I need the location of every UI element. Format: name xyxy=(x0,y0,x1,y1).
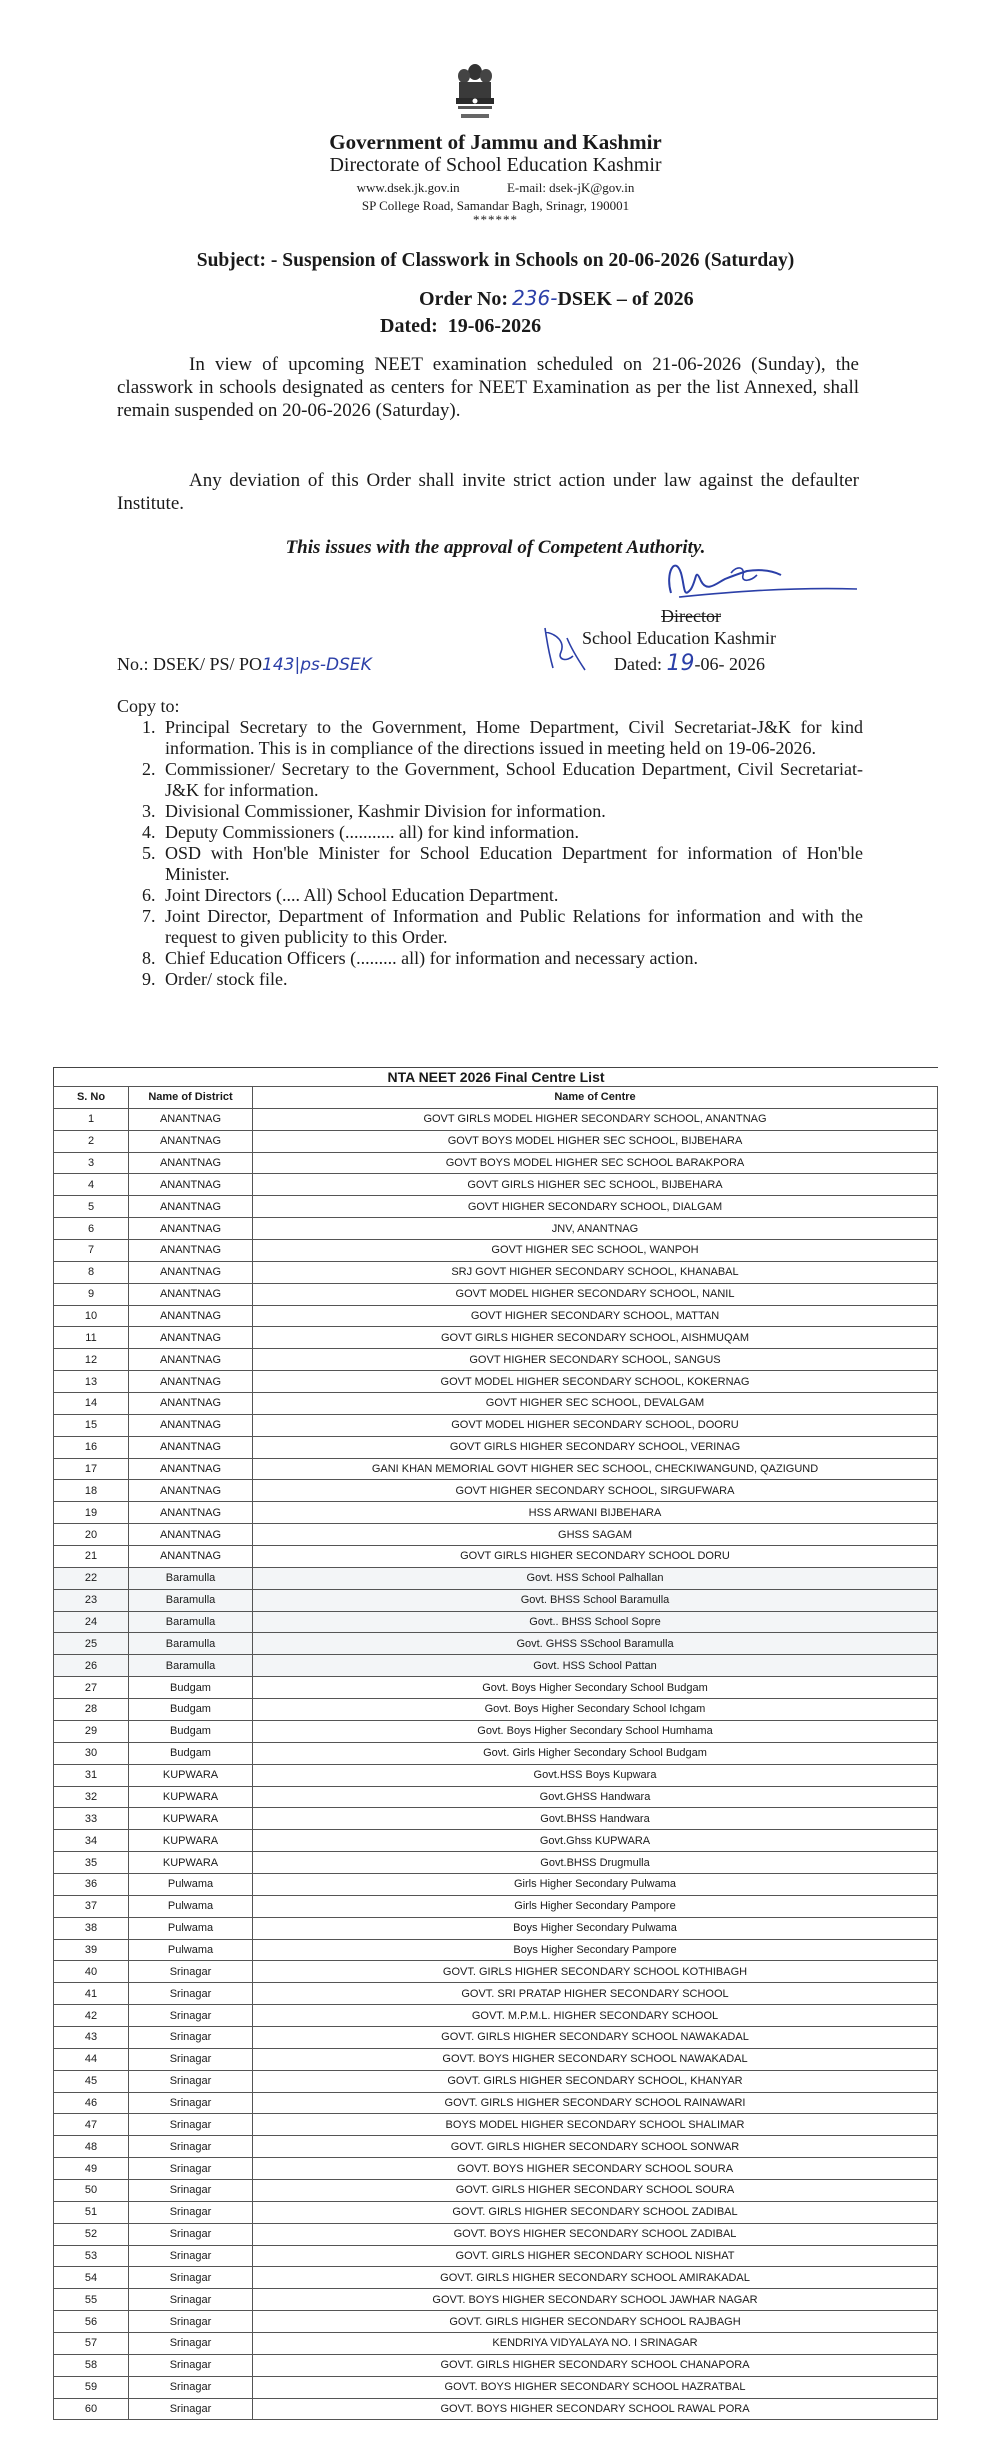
cell-district: ANANTNAG xyxy=(129,1196,253,1218)
cell-district: ANANTNAG xyxy=(129,1546,253,1568)
cell-district: ANANTNAG xyxy=(129,1130,253,1152)
header-district: Name of District xyxy=(129,1087,253,1109)
cell-centre: GHSS SAGAM xyxy=(253,1524,938,1546)
cell-sno: 57 xyxy=(54,2332,129,2354)
table-row xyxy=(54,1349,938,1371)
cell-sno: 59 xyxy=(54,2376,129,2398)
cell-centre: GOVT. BOYS HIGHER SECONDARY SCHOOL ZADIBAL xyxy=(253,2223,938,2245)
cell-centre: Govt. HSS School Pattan xyxy=(253,1655,938,1677)
table-row xyxy=(54,2398,938,2420)
cell-centre: GOVT HIGHER SEC SCHOOL, DEVALGAM xyxy=(253,1393,938,1415)
cell-district: Srinagar xyxy=(129,2070,253,2092)
cell-sno: 29 xyxy=(54,1720,129,1742)
cell-centre: GOVT. GIRLS HIGHER SECONDARY SCHOOL RAJBAGH xyxy=(253,2311,938,2333)
cell-district: ANANTNAG xyxy=(129,1283,253,1305)
cell-sno: 30 xyxy=(54,1742,129,1764)
cell-sno: 18 xyxy=(54,1480,129,1502)
body-paragraph-1: In view of upcoming NEET examination scheduled on 21-06-2026 (Sunday), the classwork in schools designated as centers for NEET Examination as per the list Annexed, shall remain suspended on 20-06-2026 (Saturday). xyxy=(117,354,859,421)
cell-centre: BOYS MODEL HIGHER SECONDARY SCHOOL SHALIMAR xyxy=(253,2114,938,2136)
cell-sno: 4 xyxy=(54,1174,129,1196)
cell-centre: GOVT GIRLS HIGHER SECONDARY SCHOOL, AISHMUQAM xyxy=(253,1327,938,1349)
table-row xyxy=(54,1218,938,1240)
cell-centre: GOVT. BOYS HIGHER SECONDARY SCHOOL SOURA xyxy=(253,2158,938,2180)
table-row xyxy=(54,1939,938,1961)
director-office: School Education Kashmir xyxy=(582,628,776,648)
table-row xyxy=(54,1961,938,1983)
copy-item: 1. Principal Secretary to the Government, Home Department, Civil Secretariat-J&K for kind information. This is in compliance of the directions issued in meeting held on 19-06-2026. xyxy=(142,717,863,758)
cell-sno: 31 xyxy=(54,1764,129,1786)
cell-district: Baramulla xyxy=(129,1633,253,1655)
cell-sno: 45 xyxy=(54,2070,129,2092)
table-title: NTA NEET 2026 Final Centre List xyxy=(53,1067,938,1087)
copy-item: 8. Chief Education Officers (......... all) for information and necessary action. xyxy=(142,948,698,968)
order-prefix: Order No: xyxy=(419,288,509,310)
cell-district: Srinagar xyxy=(129,2201,253,2223)
signatory-date xyxy=(614,651,765,676)
table-row xyxy=(54,1327,938,1349)
initials-icon xyxy=(537,618,592,678)
cell-centre: GOVT. M.P.M.L. HIGHER SECONDARY SCHOOL xyxy=(253,2005,938,2027)
copy-item: 7. Joint Director, Department of Information and Public Relations for information and with the request to given publicity to this Order. xyxy=(142,906,863,947)
reference-number xyxy=(117,654,372,675)
website-text: www.dsek.jk.gov.in xyxy=(356,180,460,195)
cell-district: Srinagar xyxy=(129,2136,253,2158)
cell-sno: 54 xyxy=(54,2267,129,2289)
cell-centre: Govt.HSS Boys Kupwara xyxy=(253,1764,938,1786)
cell-sno: 36 xyxy=(54,1873,129,1895)
cell-district: Srinagar xyxy=(129,2223,253,2245)
cell-sno: 12 xyxy=(54,1349,129,1371)
cell-sno: 33 xyxy=(54,1808,129,1830)
table-row xyxy=(54,2026,938,2048)
reference-prefix: No.: DSEK/ PS/ PO xyxy=(117,654,263,674)
table-row xyxy=(54,1873,938,1895)
cell-sno: 46 xyxy=(54,2092,129,2114)
copy-item: 3. Divisional Commissioner, Kashmir Division for information. xyxy=(142,801,606,821)
cell-district: Srinagar xyxy=(129,2289,253,2311)
cell-district: ANANTNAG xyxy=(129,1305,253,1327)
cell-centre: GOVT. GIRLS HIGHER SECONDARY SCHOOL CHANAPORA xyxy=(253,2354,938,2376)
cell-sno: 26 xyxy=(54,1655,129,1677)
table-row xyxy=(54,1611,938,1633)
table-row xyxy=(54,1895,938,1917)
cell-district: ANANTNAG xyxy=(129,1414,253,1436)
table-row xyxy=(54,1764,938,1786)
cell-sno: 14 xyxy=(54,1393,129,1415)
cell-district: Baramulla xyxy=(129,1655,253,1677)
cell-district: Budgam xyxy=(129,1699,253,1721)
cell-centre: GOVT MODEL HIGHER SECONDARY SCHOOL, DOORU xyxy=(253,1414,938,1436)
cell-centre: GOVT. BOYS HIGHER SECONDARY SCHOOL NAWAKADAL xyxy=(253,2048,938,2070)
cell-sno: 49 xyxy=(54,2158,129,2180)
body-paragraph-2: Any deviation of this Order shall invite strict action under law against the defaulter Institute. xyxy=(117,470,859,514)
table-row xyxy=(54,1852,938,1874)
table-row xyxy=(54,1524,938,1546)
cell-district: Srinagar xyxy=(129,2005,253,2027)
table-row xyxy=(54,1305,938,1327)
cell-sno: 58 xyxy=(54,2354,129,2376)
table-row xyxy=(54,1655,938,1677)
table-row xyxy=(54,1240,938,1262)
cell-centre: KENDRIYA VIDYALAYA NO. I SRINAGAR xyxy=(253,2332,938,2354)
cell-district: Baramulla xyxy=(129,1611,253,1633)
directorate-name: Directorate of School Education Kashmir xyxy=(329,154,662,176)
email-text: E-mail: dsek-jK@gov.in xyxy=(506,180,635,195)
cell-centre: Govt. BHSS School Baramulla xyxy=(253,1589,938,1611)
cell-sno: 2 xyxy=(54,1130,129,1152)
cell-sno: 51 xyxy=(54,2201,129,2223)
copy-to-label: Copy to: xyxy=(117,696,180,716)
cell-district: Srinagar xyxy=(129,2026,253,2048)
subject-line: Subject: - Suspension of Classwork in Schools on 20-06-2026 (Saturday) xyxy=(196,250,795,271)
table-row xyxy=(54,1786,938,1808)
cell-centre: Govt. HSS School Palhallan xyxy=(253,1567,938,1589)
table-row xyxy=(54,1458,938,1480)
cell-centre: Govt. Boys Higher Secondary School Humhama xyxy=(253,1720,938,1742)
cell-district: Srinagar xyxy=(129,2267,253,2289)
cell-centre: GOVT GIRLS MODEL HIGHER SECONDARY SCHOOL, ANANTNAG xyxy=(253,1108,938,1130)
cell-district: ANANTNAG xyxy=(129,1458,253,1480)
cell-sno: 37 xyxy=(54,1895,129,1917)
cell-district: ANANTNAG xyxy=(129,1108,253,1130)
cell-sno: 20 xyxy=(54,1524,129,1546)
table-row xyxy=(54,1371,938,1393)
cell-sno: 44 xyxy=(54,2048,129,2070)
table-row xyxy=(54,1742,938,1764)
cell-sno: 13 xyxy=(54,1371,129,1393)
cell-district: ANANTNAG xyxy=(129,1261,253,1283)
cell-sno: 55 xyxy=(54,2289,129,2311)
order-suffix: DSEK – of 2026 xyxy=(557,288,694,310)
table-row xyxy=(54,1130,938,1152)
cell-district: ANANTNAG xyxy=(129,1240,253,1262)
cell-centre: Govt.BHSS Drugmulla xyxy=(253,1852,938,1874)
table-row xyxy=(54,2005,938,2027)
table-row xyxy=(54,1699,938,1721)
table-row xyxy=(54,2070,938,2092)
cell-sno: 16 xyxy=(54,1436,129,1458)
cell-sno: 22 xyxy=(54,1567,129,1589)
cell-centre: Govt. Girls Higher Secondary School Budgam xyxy=(253,1742,938,1764)
cell-centre: GOVT. GIRLS HIGHER SECONDARY SCHOOL AMIRAKADAL xyxy=(253,2267,938,2289)
cell-sno: 60 xyxy=(54,2398,129,2420)
cell-district: ANANTNAG xyxy=(129,1524,253,1546)
cell-centre: SRJ GOVT HIGHER SECONDARY SCHOOL, KHANABAL xyxy=(253,1261,938,1283)
order-number-handwritten: 236- xyxy=(512,286,558,310)
cell-sno: 17 xyxy=(54,1458,129,1480)
cell-centre: GOVT MODEL HIGHER SECONDARY SCHOOL, NANIL xyxy=(253,1283,938,1305)
table-header-row xyxy=(54,1087,938,1109)
cell-sno: 34 xyxy=(54,1830,129,1852)
cell-sno: 47 xyxy=(54,2114,129,2136)
cell-sno: 15 xyxy=(54,1414,129,1436)
cell-district: KUPWARA xyxy=(129,1830,253,1852)
cell-district: ANANTNAG xyxy=(129,1393,253,1415)
table-row xyxy=(54,2245,938,2267)
table-row xyxy=(54,2136,938,2158)
table-row xyxy=(54,1546,938,1568)
cell-centre: Girls Higher Secondary Pulwama xyxy=(253,1873,938,1895)
table-row xyxy=(54,2048,938,2070)
cell-sno: 56 xyxy=(54,2311,129,2333)
cell-district: Srinagar xyxy=(129,2048,253,2070)
cell-district: Budgam xyxy=(129,1677,253,1699)
cell-district: KUPWARA xyxy=(129,1852,253,1874)
cell-district: Srinagar xyxy=(129,2158,253,2180)
table-row xyxy=(54,2332,938,2354)
cell-sno: 8 xyxy=(54,1261,129,1283)
cell-district: Pulwama xyxy=(129,1873,253,1895)
copy-item: 5. OSD with Hon'ble Minister for School Education Department for information of Hon'ble Minister. xyxy=(142,843,863,884)
table-row xyxy=(54,2354,938,2376)
table-row xyxy=(54,1633,938,1655)
order-number xyxy=(419,286,694,311)
cell-centre: Govt.GHSS Handwara xyxy=(253,1786,938,1808)
copy-item: 4. Deputy Commissioners (........... all) for kind information. xyxy=(142,822,579,842)
order-date xyxy=(380,315,541,338)
cell-sno: 9 xyxy=(54,1283,129,1305)
cell-centre: Govt.BHSS Handwara xyxy=(253,1808,938,1830)
cell-sno: 32 xyxy=(54,1786,129,1808)
cell-centre: Boys Higher Secondary Pulwama xyxy=(253,1917,938,1939)
table-row xyxy=(54,1808,938,1830)
table-row xyxy=(54,2114,938,2136)
cell-sno: 43 xyxy=(54,2026,129,2048)
cell-district: ANANTNAG xyxy=(129,1218,253,1240)
cell-sno: 35 xyxy=(54,1852,129,1874)
table-row xyxy=(54,2289,938,2311)
table-row xyxy=(54,1720,938,1742)
cell-district: Pulwama xyxy=(129,1939,253,1961)
separator-stars: ****** xyxy=(473,212,518,227)
cell-district: ANANTNAG xyxy=(129,1327,253,1349)
cell-centre: GOVT. GIRLS HIGHER SECONDARY SCHOOL SOURA xyxy=(253,2179,938,2201)
cell-district: Srinagar xyxy=(129,2092,253,2114)
cell-centre: GOVT. GIRLS HIGHER SECONDARY SCHOOL NISHAT xyxy=(253,2245,938,2267)
cell-centre: GOVT. GIRLS HIGHER SECONDARY SCHOOL, KHANYAR xyxy=(253,2070,938,2092)
table-row xyxy=(54,1567,938,1589)
table-row xyxy=(54,2267,938,2289)
cell-centre: GOVT HIGHER SEC SCHOOL, WANPOH xyxy=(253,1240,938,1262)
header-centre: Name of Centre xyxy=(253,1087,938,1109)
cell-sno: 28 xyxy=(54,1699,129,1721)
cell-district: Budgam xyxy=(129,1742,253,1764)
cell-district: Srinagar xyxy=(129,2311,253,2333)
cell-centre: Govt.. BHSS School Sopre xyxy=(253,1611,938,1633)
cell-sno: 6 xyxy=(54,1218,129,1240)
table-row xyxy=(54,1283,938,1305)
cell-sno: 40 xyxy=(54,1961,129,1983)
table-row xyxy=(54,1108,938,1130)
cell-district: ANANTNAG xyxy=(129,1436,253,1458)
cell-district: Pulwama xyxy=(129,1917,253,1939)
cell-district: Srinagar xyxy=(129,2398,253,2420)
cell-sno: 19 xyxy=(54,1502,129,1524)
table-row xyxy=(54,2311,938,2333)
cell-sno: 24 xyxy=(54,1611,129,1633)
cell-sno: 38 xyxy=(54,1917,129,1939)
cell-sno: 48 xyxy=(54,2136,129,2158)
copy-item: 6. Joint Directors (.... All) School Education Department. xyxy=(142,885,559,905)
copy-item: 2. Commissioner/ Secretary to the Government, School Education Department, Civil Secretariat-J&K for information. xyxy=(142,759,863,800)
cell-district: Srinagar xyxy=(129,2245,253,2267)
cell-district: Srinagar xyxy=(129,1983,253,2005)
order-date-value: 19-06-2026 xyxy=(447,315,542,337)
cell-sno: 3 xyxy=(54,1152,129,1174)
state-emblem-icon xyxy=(450,62,500,126)
table-row xyxy=(54,2179,938,2201)
signatory-date-rest: -06- 2026 xyxy=(694,654,765,674)
table-row xyxy=(54,2376,938,2398)
cell-sno: 7 xyxy=(54,1240,129,1262)
cell-centre: HSS ARWANI BIJBEHARA xyxy=(253,1502,938,1524)
cell-district: Baramulla xyxy=(129,1589,253,1611)
signatory-date-day: 19 xyxy=(666,651,695,676)
cell-centre: GOVT GIRLS HIGHER SECONDARY SCHOOL DORU xyxy=(253,1546,938,1568)
copy-item: 9. Order/ stock file. xyxy=(142,969,288,989)
table-row xyxy=(54,2223,938,2245)
cell-centre: GANI KHAN MEMORIAL GOVT HIGHER SEC SCHOOL, CHECKIWANGUND, QAZIGUND xyxy=(253,1458,938,1480)
cell-sno: 21 xyxy=(54,1546,129,1568)
order-date-label: Dated: xyxy=(380,315,438,337)
office-address: SP College Road, Samandar Bagh, Srinagr, 190001 xyxy=(361,198,630,213)
cell-district: Srinagar xyxy=(129,2114,253,2136)
cell-centre: GOVT. GIRLS HIGHER SECONDARY SCHOOL SONWAR xyxy=(253,2136,938,2158)
table-row xyxy=(54,2092,938,2114)
cell-centre: GOVT GIRLS HIGHER SEC SCHOOL, BIJBEHARA xyxy=(253,1174,938,1196)
cell-sno: 27 xyxy=(54,1677,129,1699)
cell-sno: 11 xyxy=(54,1327,129,1349)
cell-district: ANANTNAG xyxy=(129,1502,253,1524)
cell-sno: 53 xyxy=(54,2245,129,2267)
cell-centre: GOVT BOYS MODEL HIGHER SEC SCHOOL, BIJBEHARA xyxy=(253,1130,938,1152)
cell-sno: 50 xyxy=(54,2179,129,2201)
cell-centre: GOVT. SRI PRATAP HIGHER SECONDARY SCHOOL xyxy=(253,1983,938,2005)
cell-district: KUPWARA xyxy=(129,1808,253,1830)
cell-sno: 39 xyxy=(54,1939,129,1961)
table-row xyxy=(54,2158,938,2180)
cell-district: KUPWARA xyxy=(129,1786,253,1808)
table-row xyxy=(54,1196,938,1218)
cell-sno: 41 xyxy=(54,1983,129,2005)
table-row xyxy=(54,1589,938,1611)
cell-sno: 52 xyxy=(54,2223,129,2245)
cell-centre: GOVT BOYS MODEL HIGHER SEC SCHOOL BARAKPORA xyxy=(253,1152,938,1174)
cell-centre: Boys Higher Secondary Pampore xyxy=(253,1939,938,1961)
cell-centre: Govt. GHSS SSchool Baramulla xyxy=(253,1633,938,1655)
table-row xyxy=(54,1261,938,1283)
cell-district: Srinagar xyxy=(129,2354,253,2376)
cell-centre: GOVT HIGHER SECONDARY SCHOOL, DIALGAM xyxy=(253,1196,938,1218)
cell-district: ANANTNAG xyxy=(129,1349,253,1371)
cell-district: ANANTNAG xyxy=(129,1152,253,1174)
cell-sno: 1 xyxy=(54,1108,129,1130)
cell-district: Srinagar xyxy=(129,2332,253,2354)
cell-centre: JNV, ANANTNAG xyxy=(253,1218,938,1240)
table-row xyxy=(54,1436,938,1458)
cell-centre: GOVT. GIRLS HIGHER SECONDARY SCHOOL NAWAKADAL xyxy=(253,2026,938,2048)
cell-sno: 23 xyxy=(54,1589,129,1611)
cell-centre: GOVT MODEL HIGHER SECONDARY SCHOOL, KOKERNAG xyxy=(253,1371,938,1393)
table-row xyxy=(54,1677,938,1699)
table-row xyxy=(54,1502,938,1524)
cell-district: Budgam xyxy=(129,1720,253,1742)
table-row xyxy=(54,1174,938,1196)
government-title: Government of Jammu and Kashmir xyxy=(329,130,662,154)
cell-sno: 42 xyxy=(54,2005,129,2027)
table-row xyxy=(54,2201,938,2223)
centre-table xyxy=(53,1086,938,2420)
director-designation: Director xyxy=(661,606,721,626)
cell-centre: GOVT. GIRLS HIGHER SECONDARY SCHOOL ZADIBAL xyxy=(253,2201,938,2223)
cell-district: Baramulla xyxy=(129,1567,253,1589)
table-row xyxy=(54,1480,938,1502)
cell-centre: GOVT. GIRLS HIGHER SECONDARY SCHOOL RAINAWARI xyxy=(253,2092,938,2114)
cell-district: ANANTNAG xyxy=(129,1174,253,1196)
cell-sno: 10 xyxy=(54,1305,129,1327)
approval-statement: This issues with the approval of Competent Authority. xyxy=(285,537,706,558)
signatory-date-label: Dated: xyxy=(614,654,662,674)
table-row xyxy=(54,1152,938,1174)
cell-centre: GOVT GIRLS HIGHER SECONDARY SCHOOL, VERINAG xyxy=(253,1436,938,1458)
contact-line xyxy=(0,180,991,196)
table-body xyxy=(54,1108,938,2420)
cell-centre: GOVT. BOYS HIGHER SECONDARY SCHOOL HAZRATBAL xyxy=(253,2376,938,2398)
cell-district: Srinagar xyxy=(129,2179,253,2201)
cell-centre: GOVT. GIRLS HIGHER SECONDARY SCHOOL KOTHIBAGH xyxy=(253,1961,938,1983)
cell-centre: Girls Higher Secondary Pampore xyxy=(253,1895,938,1917)
cell-sno: 25 xyxy=(54,1633,129,1655)
cell-district: Pulwama xyxy=(129,1895,253,1917)
header-sno: S. No xyxy=(54,1087,129,1109)
cell-sno: 5 xyxy=(54,1196,129,1218)
table-row xyxy=(54,1917,938,1939)
table-row xyxy=(54,1830,938,1852)
cell-district: ANANTNAG xyxy=(129,1371,253,1393)
cell-centre: GOVT. BOYS HIGHER SECONDARY SCHOOL RAWAL PORA xyxy=(253,2398,938,2420)
cell-district: Srinagar xyxy=(129,1961,253,1983)
cell-centre: Govt. Boys Higher Secondary School Ichgam xyxy=(253,1699,938,1721)
cell-district: Srinagar xyxy=(129,2376,253,2398)
cell-district: KUPWARA xyxy=(129,1764,253,1786)
cell-district: ANANTNAG xyxy=(129,1480,253,1502)
cell-centre: GOVT HIGHER SECONDARY SCHOOL, MATTAN xyxy=(253,1305,938,1327)
copy-to-list xyxy=(117,717,863,990)
reference-handwritten: 143|ps-DSEK xyxy=(262,655,372,675)
cell-centre: Govt.Ghss KUPWARA xyxy=(253,1830,938,1852)
cell-centre: GOVT HIGHER SECONDARY SCHOOL, SIRGUFWARA xyxy=(253,1480,938,1502)
cell-centre: GOVT HIGHER SECONDARY SCHOOL, SANGUS xyxy=(253,1349,938,1371)
table-row xyxy=(54,1414,938,1436)
cell-centre: GOVT. BOYS HIGHER SECONDARY SCHOOL JAWHAR NAGAR xyxy=(253,2289,938,2311)
cell-centre: Govt. Boys Higher Secondary School Budgam xyxy=(253,1677,938,1699)
table-row xyxy=(54,1393,938,1415)
table-row xyxy=(54,1983,938,2005)
